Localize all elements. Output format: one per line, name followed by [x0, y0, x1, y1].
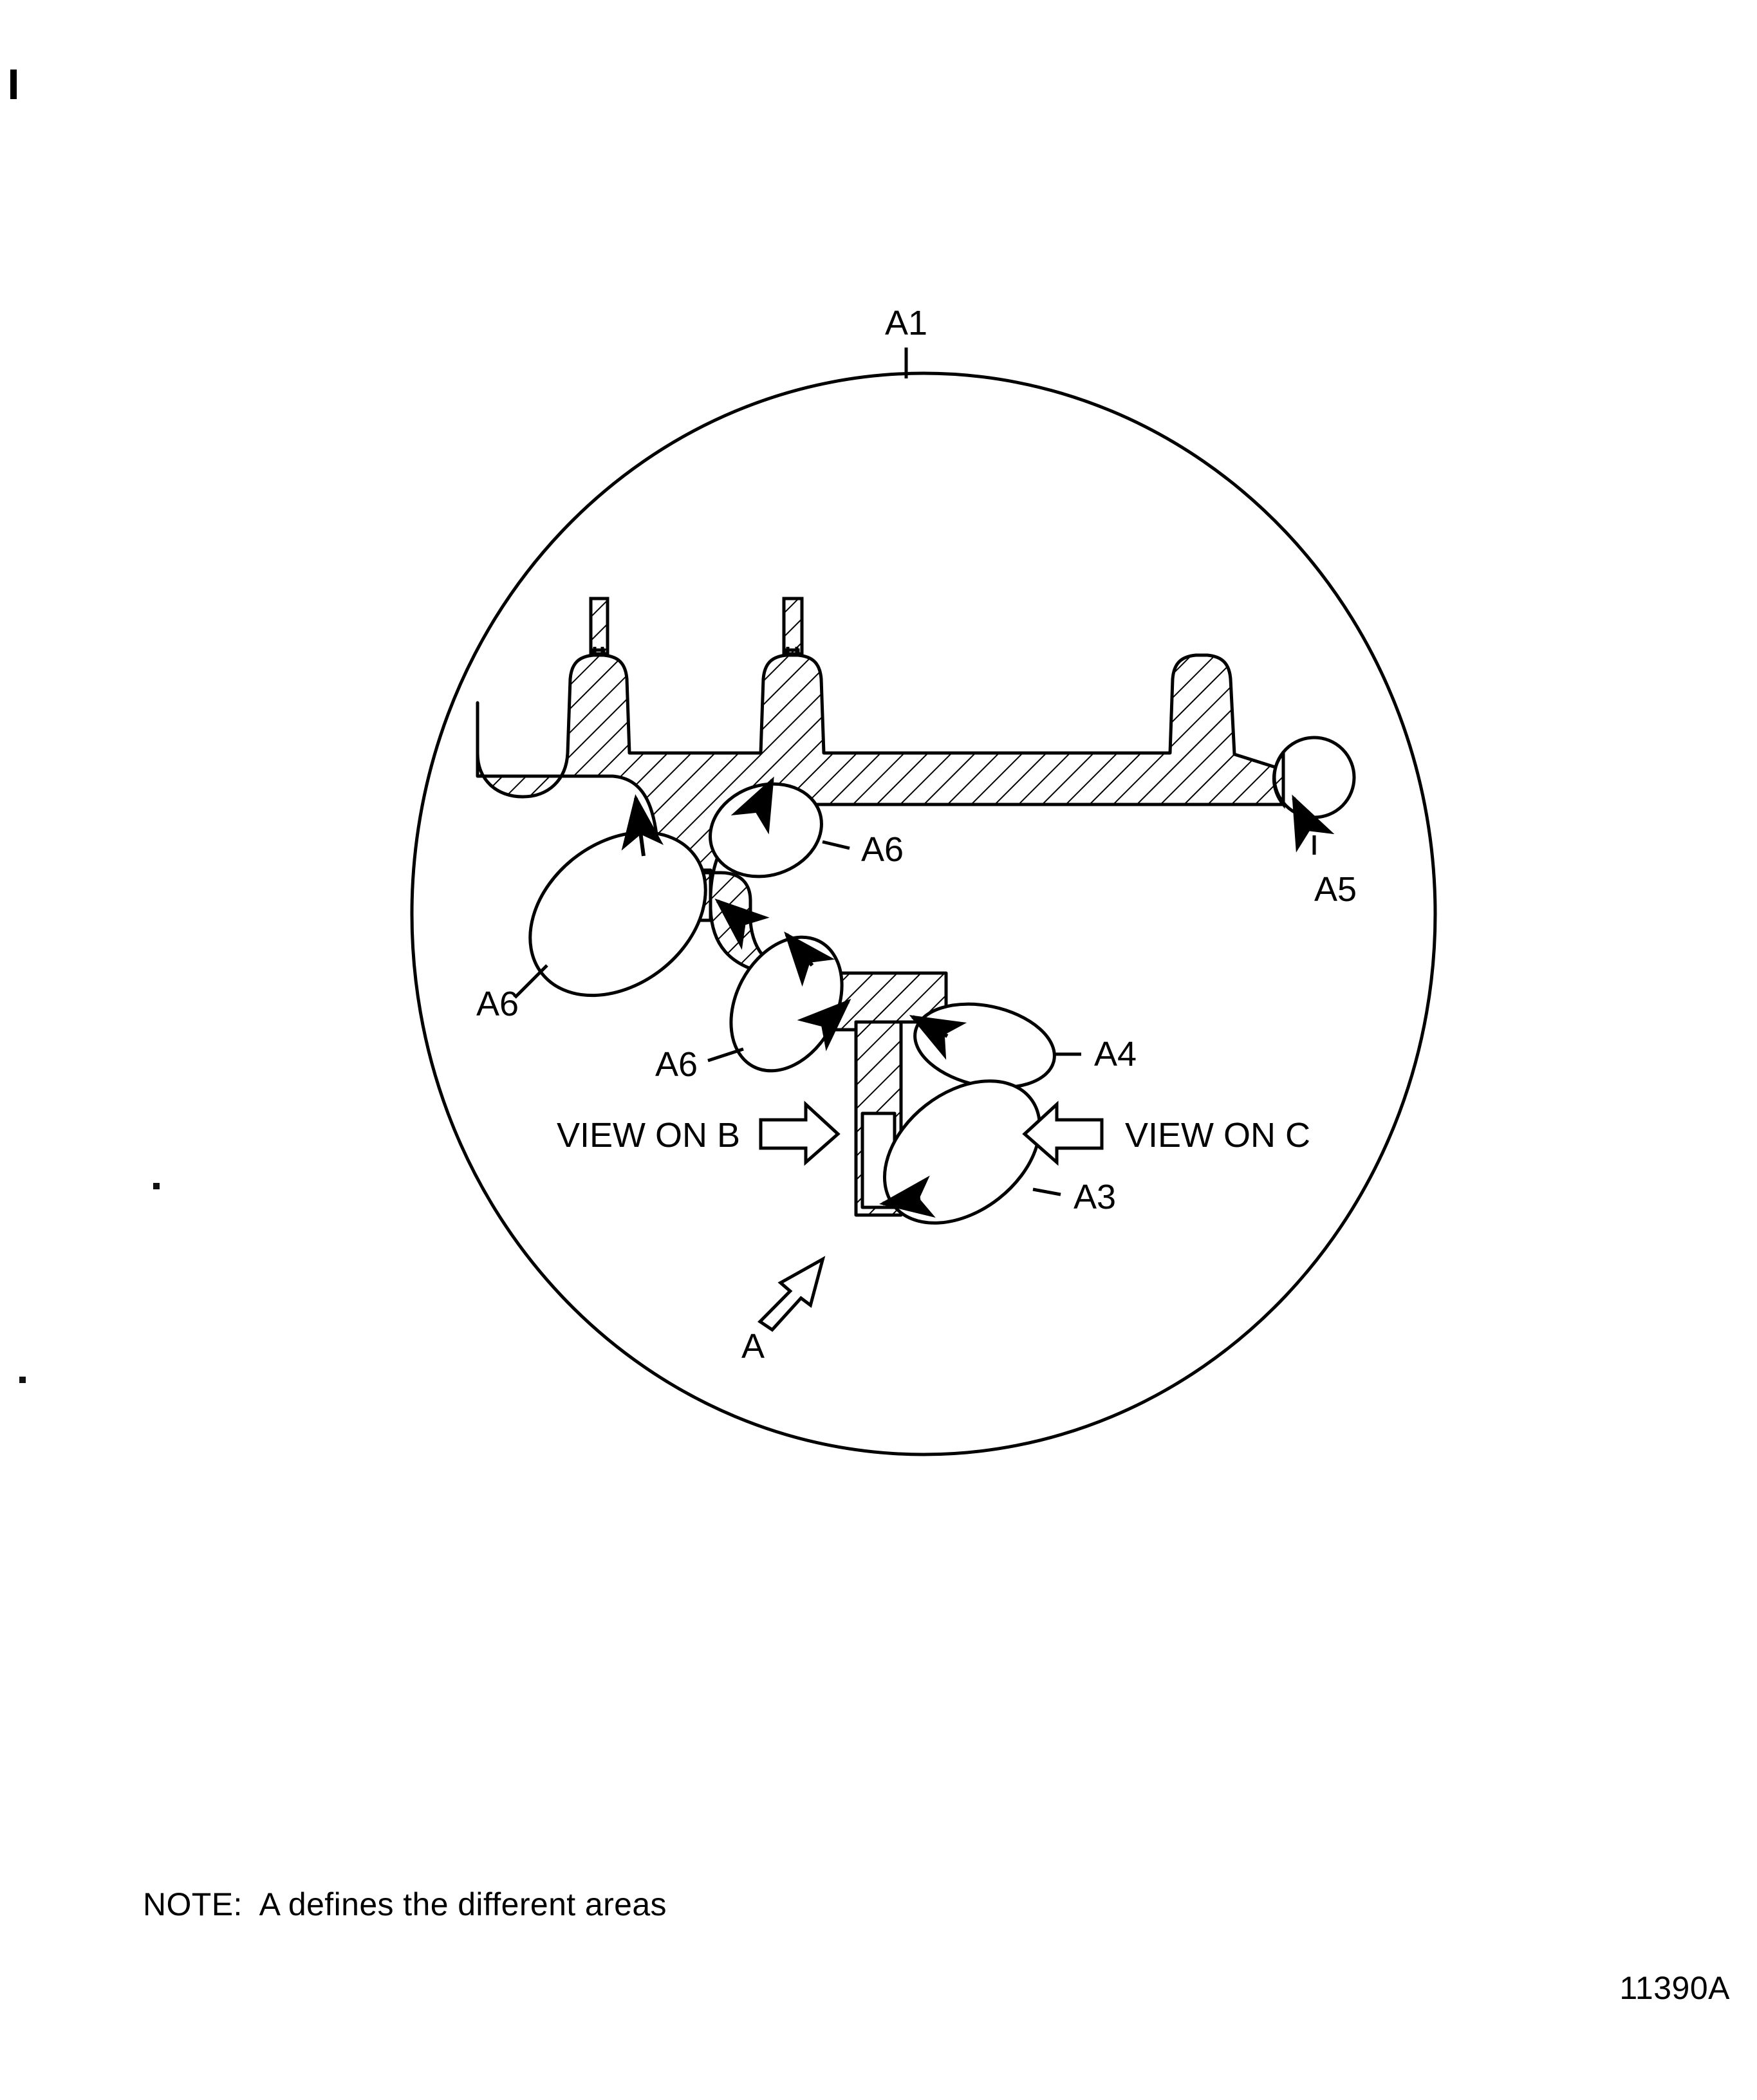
- bead-a5: [1274, 738, 1354, 817]
- view-a-arrow: [756, 1259, 828, 1330]
- label-a6-lower: A6: [655, 1045, 698, 1084]
- callout-balloons: [498, 770, 1067, 1252]
- rib-stems: [595, 647, 797, 654]
- view-on-b-label: VIEW ON B: [556, 1116, 740, 1155]
- label-a6-top: A6: [861, 830, 904, 869]
- label-a4: A4: [1094, 1035, 1137, 1073]
- view-a-label: A: [741, 1327, 765, 1366]
- rib-posts: [591, 599, 802, 654]
- label-a5: A5: [1314, 870, 1357, 909]
- figure-code: 11390A: [1619, 1970, 1730, 2006]
- label-a6-left: A6: [476, 985, 519, 1023]
- view-on-b-arrow: [761, 1104, 838, 1162]
- note-text: NOTE: A defines the different areas: [143, 1886, 667, 1922]
- rib-tips: [593, 650, 798, 655]
- label-a1: A1: [884, 304, 928, 342]
- view-on-c-label: VIEW ON C: [1125, 1116, 1311, 1155]
- label-a3: A3: [1074, 1178, 1117, 1216]
